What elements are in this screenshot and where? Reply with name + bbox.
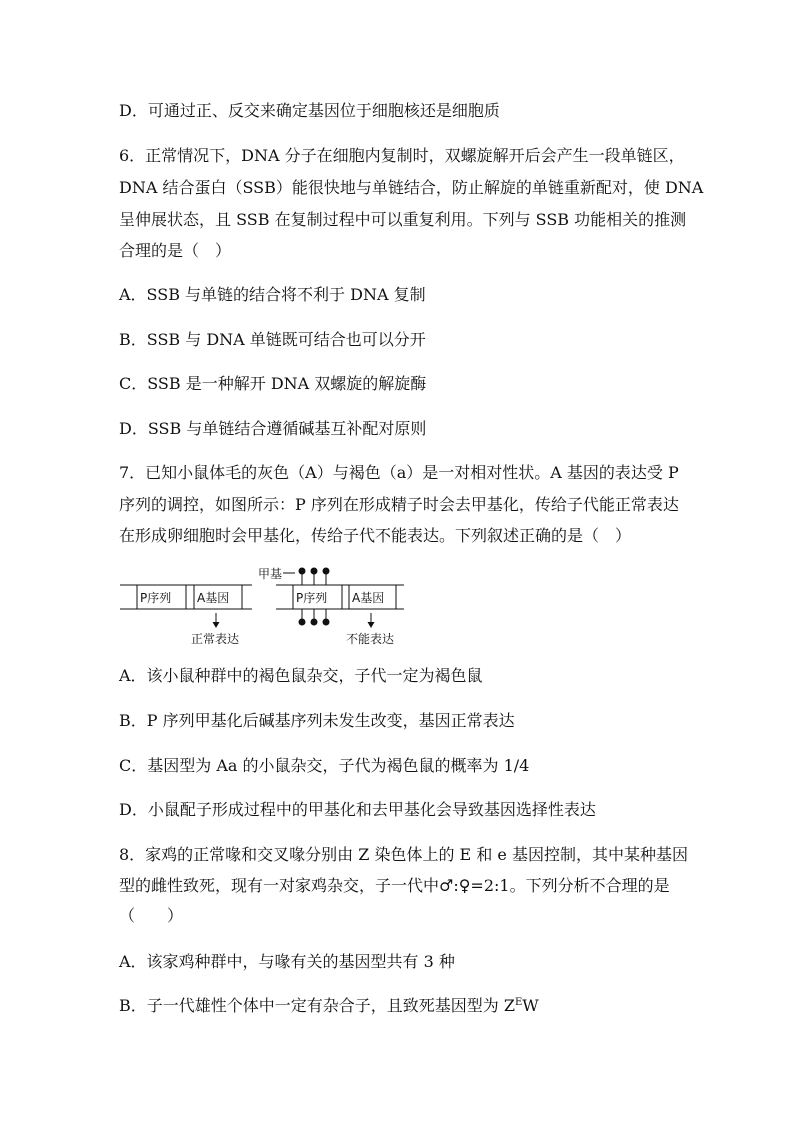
left-a-gene-label: A基因 [197,591,230,605]
q7-option-d: D．小鼠配子形成过程中的甲基化和去甲基化会导致基因选择性表达 [119,800,596,819]
q6-stem-line-2: DNA 结合蛋白（SSB）能很快地与单链结合，防止解旋的单链重新配对，使 DNA [119,178,704,197]
left-caption: 正常表达 [191,632,240,646]
q7-option-a: A．该小鼠种群中的褐色鼠杂交，子代一定为褐色鼠 [119,666,483,685]
right-a-gene-label: A基因 [352,591,385,605]
q8-option-b-tail: W [522,996,539,1015]
q7-option-b: B．P 序列甲基化后碱基序列未发生改变，基因正常表达 [119,711,515,730]
q8-stem-line-3: （ ） [119,906,184,925]
right-caption: 不能表达 [346,632,395,646]
q7-stem-line-2: 序列的调控，如图所示：P 序列在形成精子时会去甲基化，传给子代能正常表达 [119,495,679,514]
q5-option-d: D．可通过正、反交来确定基因位于细胞核还是细胞质 [119,101,500,120]
q8-option-b-superscript: E [514,997,523,1008]
q7-stem-line-3: 在形成卵细胞时会甲基化，传给子代不能表达。下列叙述正确的是（ ） [119,526,632,545]
q8-option-b [119,996,539,1016]
q8-option-b-text: B．子一代雄性个体中一定有杂合子，且致死基因型为 Z [119,996,515,1015]
q6-stem-line-4: 合理的是（ ） [119,241,232,260]
q6-option-b: B．SSB 与 DNA 单链既可结合也可以分开 [119,330,426,349]
q6-option-c: C．SSB 是一种解开 DNA 双螺旋的解旋酶 [119,374,427,393]
q8-stem-line-2: 型的雌性致死，现有一对家鸡杂交，子一代中♂:♀=2:1。下列分析不合理的是 [119,876,670,895]
q6-option-a: A．SSB 与单链的结合将不利于 DNA 复制 [119,285,426,304]
left-p-sequence-label: P序列 [140,591,172,605]
q6-stem-line-3: 呈伸展状态，且 SSB 在复制过程中可以重复利用。下列与 SSB 功能相关的推测 [119,210,687,229]
q6-stem-line-1: 6．正常情况下，DNA 分子在细胞内复制时，双螺旋解开后会产生一段单链区， [119,146,685,165]
methylation-diagram [120,562,412,648]
q7-option-c: C．基因型为 Aa 的小鼠杂交，子代为褐色鼠的概率为 1/4 [119,756,530,775]
right-p-sequence-label: P序列 [296,591,328,605]
methyl-label: 甲基 [258,567,283,581]
q8-option-a: A．该家鸡种群中，与喙有关的基因型共有 3 种 [119,952,455,971]
q6-option-d: D．SSB 与单链结合遵循碱基互补配对原则 [119,419,427,438]
arrow-down-icon [213,622,220,628]
arrow-down-icon [368,622,375,628]
q8-stem-line-1: 8．家鸡的正常喙和交叉喙分别由 Z 染色体上的 E 和 e 基因控制，其中某种基因 [119,845,688,864]
q7-stem-line-1: 7．已知小鼠体毛的灰色（A）与褐色（a）是一对相对性状。A 基因的表达受 P [119,463,679,482]
